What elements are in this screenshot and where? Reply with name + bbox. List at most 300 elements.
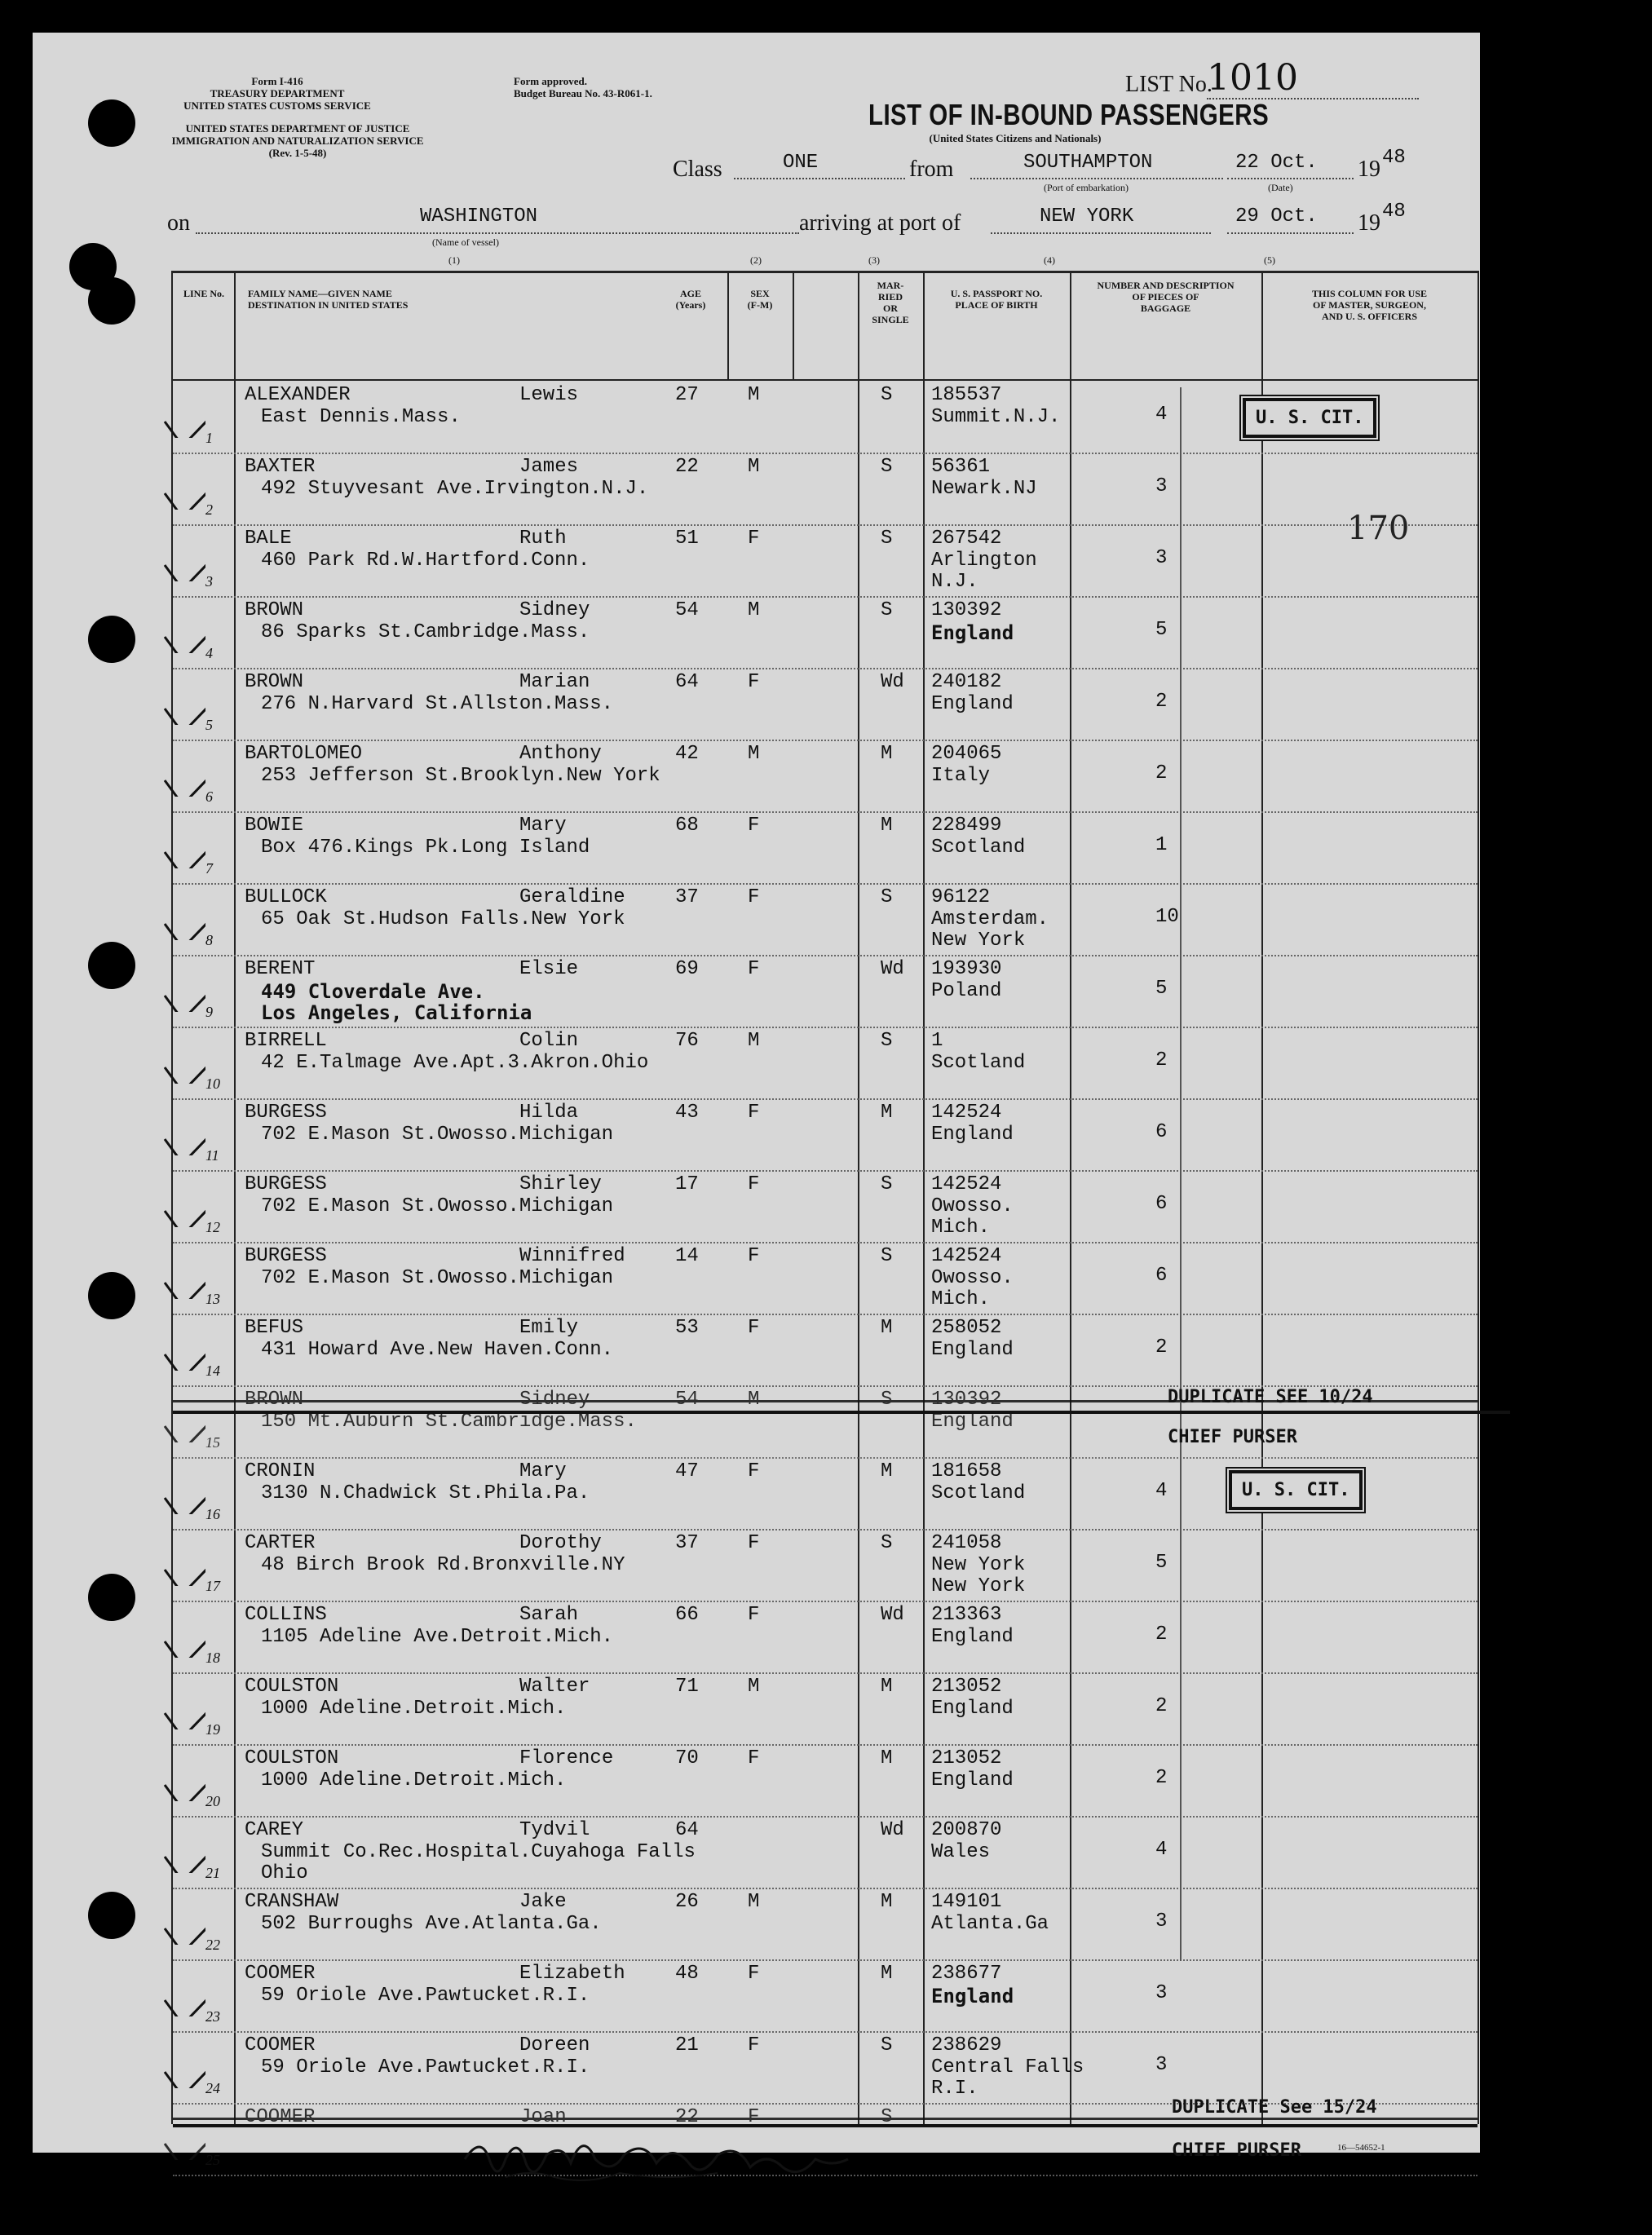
table-row [173, 453, 1478, 526]
customs-service: UNITED STATES CUSTOMS SERVICE [183, 99, 371, 112]
destination: East Dennis.Mass. [261, 406, 461, 428]
table-row [173, 1170, 1478, 1243]
table-row [173, 1529, 1478, 1602]
birth-place: Arlington N.J. [931, 550, 1037, 593]
birth-place: England [931, 1698, 1014, 1720]
arrival-date: 29 Oct. [1235, 205, 1318, 227]
destination: 42 E.Talmage Ave.Apt.3.Akron.Ohio [261, 1052, 649, 1074]
destination: 702 E.Mason St.Owosso.Michigan [261, 1124, 614, 1146]
baggage-count: 2 [1155, 1623, 1168, 1645]
table-row [173, 524, 1478, 598]
check-mark-icon [157, 1473, 205, 1514]
family-name: BARTOLOMEO [245, 743, 363, 765]
passport-no: 228499 [931, 815, 1002, 837]
col-officers: THIS COLUMN FOR USE OF MASTER, SURGEON, AND U. S. OFFICERS [1311, 288, 1428, 322]
marital-status: M [881, 1891, 893, 1913]
age: 43 [675, 1102, 699, 1124]
passport-no: 213052 [931, 1747, 1002, 1769]
birth-place: Atlanta.Ga [931, 1913, 1049, 1935]
check-mark-icon [157, 1904, 205, 1945]
table-row [173, 883, 1478, 956]
col-name: FAMILY NAME—GIVEN NAME DESTINATION IN UNITED STATES [248, 288, 409, 311]
check-mark-icon [157, 1617, 205, 1658]
us-citizen-stamp: U. S. CIT. [1243, 398, 1376, 438]
table-row [173, 740, 1478, 813]
baggage-count: 2 [1155, 1049, 1168, 1071]
passport-no: 213052 [931, 1676, 1002, 1698]
age: 54 [675, 599, 699, 621]
baggage-count: 5 [1155, 1552, 1168, 1574]
family-name: BURGESS [245, 1102, 327, 1124]
sex: F [748, 2106, 760, 2128]
marital-status: S [881, 1245, 893, 1267]
table-row [173, 955, 1478, 1028]
destination: 86 Sparks St.Cambridge.Mass. [261, 621, 590, 643]
family-name: COOMER [245, 1963, 316, 1985]
line-number: 19 [205, 1721, 220, 1738]
line-number: 3 [205, 573, 213, 590]
baggage-count: 2 [1155, 1336, 1168, 1358]
vessel-caption: (Name of vessel) [432, 236, 499, 248]
table-row [173, 1314, 1478, 1387]
justice-block [147, 122, 448, 159]
age: 42 [675, 743, 699, 765]
birth-place: Wales [931, 1841, 991, 1863]
destination: 3130 N.Chadwick St.Phila.Pa. [261, 1482, 590, 1504]
check-mark-icon [157, 2047, 205, 2088]
passport-no: 240182 [931, 671, 1002, 693]
baggage-count: 3 [1155, 475, 1168, 497]
birth-place: Newark.NJ [931, 478, 1037, 500]
sex: F [748, 1102, 760, 1124]
check-mark-icon [157, 684, 205, 725]
sex: F [748, 1532, 760, 1554]
baggage-count: 4 [1155, 1839, 1168, 1861]
check-mark-icon [157, 469, 205, 510]
check-mark-icon [157, 541, 205, 581]
destination: 65 Oak St.Hudson Falls.New York [261, 908, 625, 930]
check-mark-icon [157, 1832, 205, 1873]
given-name: Mary [519, 1460, 567, 1482]
sex: F [748, 1317, 760, 1339]
family-name: COLLINS [245, 1604, 327, 1626]
given-name: Colin [519, 1030, 579, 1052]
sex: F [748, 1604, 760, 1626]
page-subtitle: (United States Citizens and Nationals) [929, 132, 1102, 144]
baggage-count: 2 [1155, 691, 1168, 713]
family-name: BURGESS [245, 1173, 327, 1195]
given-name: Joan [519, 2106, 567, 2128]
margin-number: 170 [1347, 510, 1410, 547]
family-name: ALEXANDER [245, 384, 351, 406]
table-row [173, 1098, 1478, 1172]
passport-no: 204065 [931, 743, 1002, 765]
sex: M [748, 1891, 760, 1913]
given-name: Elsie [519, 958, 579, 980]
destination: 492 Stuyvesant Ave.Irvington.N.J. [261, 478, 649, 500]
table-row [173, 1672, 1478, 1746]
punch-hole [88, 1892, 135, 1939]
marital-status: M [881, 1963, 893, 1985]
check-mark-icon [157, 1760, 205, 1801]
marital-status: Wd [881, 671, 904, 693]
family-name: BROWN [245, 671, 304, 693]
revision: (Rev. 1-5-48) [268, 147, 327, 159]
destination: 150 Mt.Auburn St.Cambridge.Mass. [261, 1411, 637, 1433]
year-prefix-2: 19 [1358, 210, 1380, 236]
passport-no: 241058 [931, 1532, 1002, 1554]
class-label: Class [673, 157, 722, 182]
check-mark-icon [157, 1186, 205, 1227]
birth-place: England [931, 1124, 1014, 1146]
passport-no: 149101 [931, 1891, 1002, 1913]
line-number: 23 [205, 2008, 220, 2025]
given-name: Walter [519, 1676, 590, 1698]
us-citizen-stamp-2: U. S. CIT. [1229, 1470, 1363, 1510]
birth-place: England [931, 1339, 1014, 1361]
family-name: BURGESS [245, 1245, 327, 1267]
page-title: LIST OF IN-BOUND PASSENGERS [868, 98, 1270, 131]
baggage-count: 1 [1155, 834, 1168, 856]
family-name: COULSTON [245, 1676, 339, 1698]
age: 66 [675, 1604, 699, 1626]
baggage-count: 3 [1155, 547, 1168, 569]
sex: F [748, 1747, 760, 1769]
given-name: James [519, 456, 579, 478]
given-name: Emily [519, 1317, 579, 1339]
form-agency-block [147, 75, 408, 112]
col-num-3: (3) [868, 254, 880, 266]
budget-bureau: Budget Bureau No. 43-R061-1. [514, 87, 652, 99]
col-baggage: NUMBER AND DESCRIPTION OF PIECES OF BAGGAGE [1097, 280, 1235, 314]
sex: F [748, 528, 760, 550]
check-mark-icon [157, 1402, 205, 1442]
manifest-sheet [33, 33, 1480, 2168]
check-mark-icon [157, 1330, 205, 1371]
destination: 253 Jefferson St.Brooklyn.New York [261, 765, 660, 787]
punch-hole [88, 277, 135, 325]
destination: 502 Burroughs Ave.Atlanta.Ga. [261, 1913, 602, 1935]
check-mark-icon [157, 1545, 205, 1586]
line-number: 17 [205, 1578, 220, 1594]
punch-hole [88, 616, 135, 663]
table-row [173, 1242, 1478, 1315]
table-row [173, 811, 1478, 885]
destination: 702 E.Mason St.Owosso.Michigan [261, 1267, 614, 1289]
check-mark-icon [157, 1689, 205, 1729]
strike-line-15 [173, 1411, 1510, 1414]
given-name: Florence [519, 1747, 614, 1769]
col-passport: U. S. PASSPORT NO. PLACE OF BIRTH [950, 288, 1043, 311]
passport-no: 1 [931, 1030, 943, 1052]
col-num-1: (1) [448, 254, 460, 266]
destination: 702 E.Mason St.Owosso.Michigan [261, 1195, 614, 1217]
line-number: 21 [205, 1865, 220, 1881]
sex: F [748, 1460, 760, 1482]
sex: F [748, 815, 760, 837]
arrival-port: NEW YORK [1040, 205, 1134, 227]
family-name: CRONIN [245, 1460, 316, 1482]
sex: F [748, 886, 760, 908]
marital-status: S [881, 1389, 893, 1411]
line-number: 14 [205, 1363, 220, 1379]
passport-no: 238677 [931, 1963, 1002, 1985]
age: 69 [675, 958, 699, 980]
table-row [173, 1027, 1478, 1100]
sex: M [748, 599, 760, 621]
col-line-no: LINE No. [183, 288, 224, 299]
sex: M [748, 743, 760, 765]
table-row [173, 1888, 1478, 1961]
duplicate-note-1: DUPLICATE SEE 10/24 [1168, 1387, 1373, 1407]
line-number: 25 [205, 2152, 220, 2168]
marital-status: M [881, 1102, 893, 1124]
family-name: BULLOCK [245, 886, 327, 908]
check-mark-icon [157, 1043, 205, 1084]
passport-no: 185537 [931, 384, 1002, 406]
family-name: COULSTON [245, 1747, 339, 1769]
col-sex: SEX (F-M) [747, 288, 773, 311]
passport-no: 193930 [931, 958, 1002, 980]
marital-status: Wd [881, 1819, 904, 1841]
check-mark-icon [157, 1258, 205, 1299]
baggage-count: 4 [1155, 404, 1168, 426]
port-embarkation: SOUTHAMPTON [1023, 152, 1153, 174]
marital-status: Wd [881, 958, 904, 980]
form-number: Form I-416 [251, 75, 303, 87]
marital-status: M [881, 1317, 893, 1339]
destination: Box 476.Kings Pk.Long Island [261, 837, 590, 859]
age: 68 [675, 815, 699, 837]
footer-code: 16—54652-1 [1337, 2143, 1385, 2153]
check-mark-icon [157, 397, 205, 438]
age: 54 [675, 1389, 699, 1411]
col-age: AGE (Years) [675, 288, 706, 311]
birth-place: England [931, 1411, 1014, 1433]
destination: 1000 Adeline.Detroit.Mich. [261, 1698, 567, 1720]
family-name: BOWIE [245, 815, 304, 837]
check-mark-icon [157, 1976, 205, 2016]
marital-status: Wd [881, 1604, 904, 1626]
col-married: MAR- RIED OR SINGLE [872, 280, 909, 325]
baggage-count: 2 [1155, 1695, 1168, 1717]
line-number: 13 [205, 1291, 220, 1307]
family-name: BALE [245, 528, 292, 550]
marital-status: M [881, 743, 893, 765]
given-name: Lewis [519, 384, 579, 406]
sex: F [748, 1173, 760, 1195]
justice-dept: UNITED STATES DEPARTMENT OF JUSTICE [185, 122, 410, 135]
age: 64 [675, 1819, 699, 1841]
baggage-count: 3 [1155, 1910, 1168, 1932]
check-mark-icon [157, 971, 205, 1012]
check-mark-icon [157, 756, 205, 797]
family-name: BIRRELL [245, 1030, 327, 1052]
given-name: Mary [519, 815, 567, 837]
marital-status: S [881, 1532, 893, 1554]
table-row [173, 1601, 1478, 1674]
departure-year: 48 [1382, 147, 1406, 169]
passport-no: 238629 [931, 2034, 1002, 2056]
baggage-count: 5 [1155, 619, 1168, 641]
line-number: 9 [205, 1004, 213, 1020]
line-number: 7 [205, 860, 213, 877]
marital-status: M [881, 1460, 893, 1482]
baggage-count: 3 [1155, 2054, 1168, 2076]
age: 71 [675, 1676, 699, 1698]
destination: Summit Co.Rec.Hospital.Cuyahoga Falls Ohio [261, 1841, 696, 1884]
passport-no: 130392 [931, 599, 1002, 621]
chief-purser-2: CHIEF PURSER [1172, 2140, 1301, 2161]
age: 47 [675, 1460, 699, 1482]
chief-purser-1: CHIEF PURSER [1168, 1427, 1297, 1447]
age: 70 [675, 1747, 699, 1769]
vessel-name: WASHINGTON [420, 205, 538, 227]
family-name: BROWN [245, 599, 304, 621]
age: 17 [675, 1173, 699, 1195]
passport-no: 56361 [931, 456, 991, 478]
line-number: 16 [205, 1506, 220, 1522]
marital-status: S [881, 886, 893, 908]
punch-hole [88, 1574, 135, 1621]
punch-hole [88, 1272, 135, 1319]
destination: 1105 Adeline Ave.Detroit.Mich. [261, 1626, 614, 1648]
line-number: 24 [205, 2080, 220, 2096]
line-number: 22 [205, 1937, 220, 1953]
form-approved: Form approved. [514, 75, 588, 87]
list-no-label: LIST No. [1125, 72, 1212, 97]
destination: 276 N.Harvard St.Allston.Mass. [261, 693, 614, 715]
age: 27 [675, 384, 699, 406]
line-number: 4 [205, 645, 213, 661]
destination: 48 Birch Brook Rd.Bronxville.NY [261, 1554, 625, 1576]
passport-no: 130392 [931, 1389, 1002, 1411]
family-name: CRANSHAW [245, 1891, 339, 1913]
ins-service: IMMIGRATION AND NATURALIZATION SERVICE [171, 135, 424, 147]
from-label: from [909, 157, 954, 182]
passport-no: 200870 [931, 1819, 1002, 1841]
age: 76 [675, 1030, 699, 1052]
passport-no: 267542 [931, 528, 1002, 550]
line-number: 2 [205, 501, 213, 518]
table-row [173, 668, 1478, 741]
baggage-count: 3 [1155, 1982, 1168, 2004]
passport-no: 213363 [931, 1604, 1002, 1626]
given-name: Tydvil [519, 1819, 590, 1841]
given-name: Sidney [519, 1389, 590, 1411]
destination: 59 Oriole Ave.Pawtucket.R.I. [261, 2056, 590, 2078]
passport-no: 142524 [931, 1245, 1002, 1267]
marital-status: S [881, 1173, 893, 1195]
given-name: Elizabeth [519, 1963, 625, 1985]
given-name: Sarah [519, 1604, 579, 1626]
birth-place: Italy [931, 765, 991, 787]
table-row [173, 1744, 1478, 1818]
family-name: CAREY [245, 1819, 304, 1841]
birth-place: Central Falls R.I. [931, 2056, 1084, 2100]
col-num-5: (5) [1264, 254, 1275, 266]
marital-status: S [881, 456, 893, 478]
age: 22 [675, 456, 699, 478]
family-name: BROWN [245, 1389, 304, 1411]
sex: F [748, 671, 760, 693]
family-name: COOMER [245, 2034, 316, 2056]
handwritten-signature [457, 2127, 962, 2192]
family-name: BEFUS [245, 1317, 304, 1339]
line-number: 8 [205, 932, 213, 948]
age: 48 [675, 1963, 699, 1985]
birth-place: Scotland [931, 837, 1026, 859]
sex: F [748, 1245, 760, 1267]
table-row [173, 1816, 1478, 1889]
given-name: Winnifred [519, 1245, 625, 1267]
baggage-count: 5 [1155, 978, 1168, 1000]
sex: M [748, 1676, 760, 1698]
destination: 1000 Adeline.Detroit.Mich. [261, 1769, 567, 1791]
class-value: ONE [783, 152, 819, 174]
age: 14 [675, 1245, 699, 1267]
birth-place: England [931, 693, 1014, 715]
marital-status: M [881, 1676, 893, 1698]
given-name: Sidney [519, 599, 590, 621]
table-row [173, 596, 1478, 669]
destination: 460 Park Rd.W.Hartford.Conn. [261, 550, 590, 572]
passport-no: 258052 [931, 1317, 1002, 1339]
date-caption: (Date) [1268, 182, 1293, 193]
year-prefix: 19 [1358, 157, 1380, 182]
punch-hole [88, 99, 135, 147]
line-number: 5 [205, 717, 213, 733]
baggage-count: 10 [1155, 906, 1179, 928]
age: 37 [675, 886, 699, 908]
duplicate-note-2: DUPLICATE See 15/24 [1172, 2097, 1377, 2118]
birth-place: Owosso. Mich. [931, 1195, 1014, 1239]
strike-through [173, 2118, 1478, 2120]
birth-place: England [931, 621, 1014, 644]
age: 21 [675, 2034, 699, 2056]
line-number: 12 [205, 1219, 220, 1235]
port-embarkation-caption: (Port of embarkation) [1044, 182, 1129, 193]
given-name: Jake [519, 1891, 567, 1913]
given-name: Ruth [519, 528, 567, 550]
punch-hole [88, 942, 135, 989]
col-num-4: (4) [1044, 254, 1055, 266]
sex: M [748, 456, 760, 478]
given-name: Shirley [519, 1173, 602, 1195]
line-number: 20 [205, 1793, 220, 1809]
line-number: 15 [205, 1434, 220, 1451]
birth-place: New York New York [931, 1554, 1026, 1597]
line-number: 11 [205, 1147, 219, 1164]
birth-place: England [931, 1769, 1014, 1791]
marital-status: S [881, 2106, 893, 2128]
marital-status: S [881, 599, 893, 621]
age: 37 [675, 1532, 699, 1554]
arrival-year: 48 [1382, 201, 1406, 223]
marital-status: S [881, 2034, 893, 2056]
family-name: BERENT [245, 958, 316, 980]
table-row [173, 1959, 1478, 2033]
birth-place: Scotland [931, 1482, 1026, 1504]
given-name: Dorothy [519, 1532, 602, 1554]
passport-no: 181658 [931, 1460, 1002, 1482]
marital-status: S [881, 528, 893, 550]
marital-status: M [881, 815, 893, 837]
treasury-dept: TREASURY DEPARTMENT [210, 87, 345, 99]
given-name: Hilda [519, 1102, 579, 1124]
check-mark-icon [157, 612, 205, 653]
departure-date: 22 Oct. [1235, 152, 1318, 174]
